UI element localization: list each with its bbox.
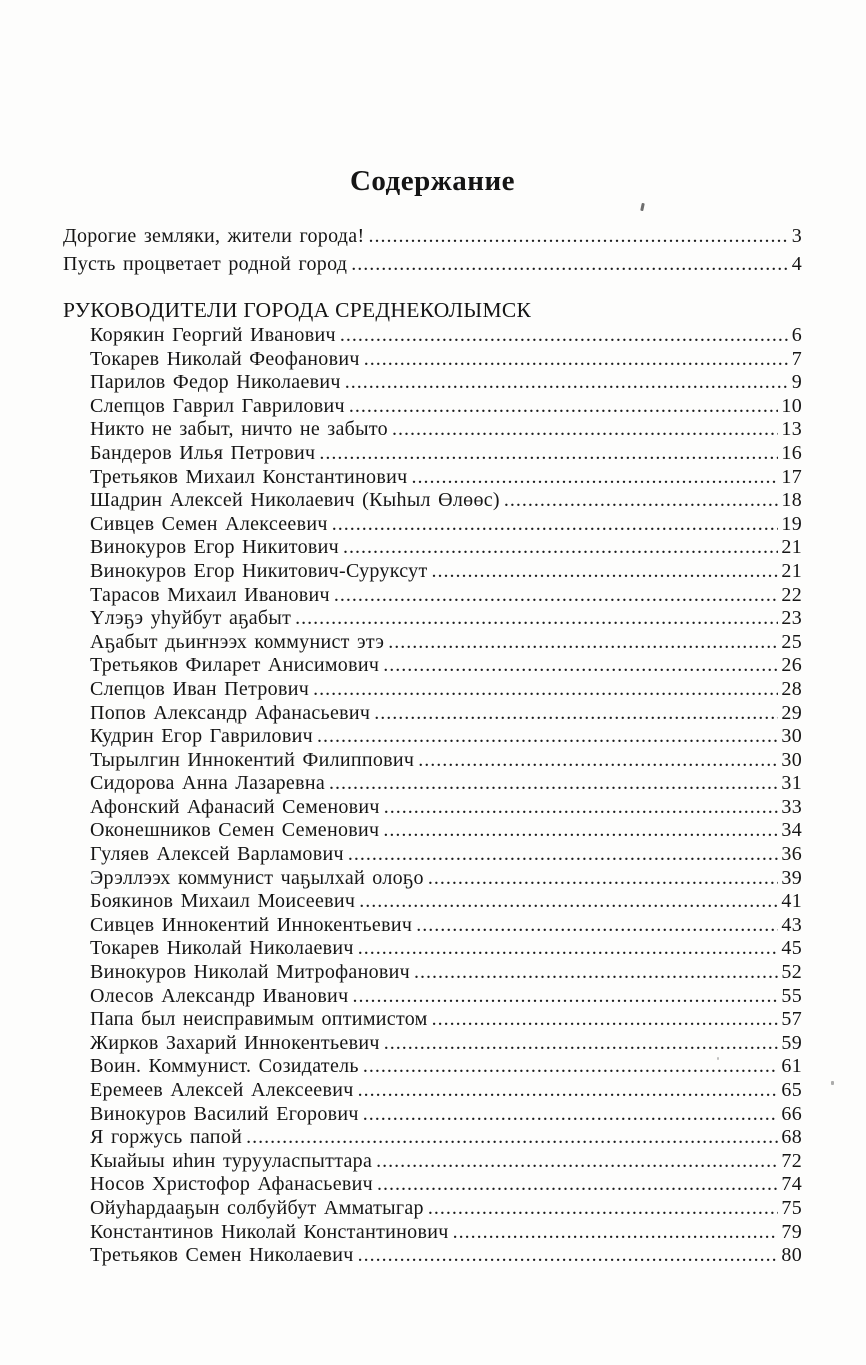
dot-leader	[313, 678, 778, 702]
dot-leader	[432, 560, 779, 584]
toc-entry-page-number: 10	[781, 394, 802, 417]
toc-entry-page-number: 23	[781, 607, 802, 630]
toc-entry	[63, 371, 802, 395]
toc-entry	[63, 631, 802, 655]
toc-entry-label: Токарев Николай Николаевич	[90, 937, 354, 960]
toc-entry-label: Воин. Коммунист. Созидатель	[90, 1055, 359, 1078]
toc-entry-page-number: 21	[781, 536, 802, 559]
toc-entry-page-number: 4	[791, 253, 802, 275]
toc-entry-label: Олесов Александр Иванович	[90, 984, 349, 1007]
toc-entry	[63, 1197, 802, 1221]
toc-entry-page-number: 75	[781, 1196, 802, 1219]
dot-leader	[358, 1079, 779, 1103]
toc-entry-label: Корякин Георгий Иванович	[90, 324, 336, 346]
toc-entry-page-number: 30	[781, 748, 802, 771]
toc-entry-label: Кудрин Егор Гаврилович	[90, 725, 313, 748]
toc-entry	[63, 1173, 802, 1197]
toc-entry-page-number: 61	[781, 1055, 802, 1078]
toc-entry-label: Шадрин Алексей Николаевич (Кыһыл Өлөөс)	[90, 489, 500, 512]
toc-entry-page-number: 80	[781, 1244, 802, 1267]
toc-entry	[63, 1126, 802, 1150]
dot-leader	[376, 1150, 778, 1174]
scan-speck	[831, 1081, 834, 1085]
toc-entry	[63, 654, 802, 678]
toc-entry-label: Жирков Захарий Иннокентьевич	[90, 1031, 380, 1054]
dot-leader	[358, 1244, 779, 1268]
dot-leader	[340, 324, 789, 348]
toc-entry	[63, 466, 802, 490]
toc-entry-page-number: 36	[781, 843, 802, 866]
toc-entry	[63, 702, 802, 726]
toc-entry	[63, 348, 802, 372]
dot-leader	[428, 1197, 779, 1221]
section-heading: РУКОВОДИТЕЛИ ГОРОДА СРЕДНЕКОЛЫМСК	[63, 298, 532, 322]
toc-entry	[63, 1055, 802, 1079]
toc-entry	[63, 607, 802, 631]
dot-leader	[374, 702, 778, 726]
toc-entry	[63, 772, 802, 796]
toc-entry	[63, 250, 802, 278]
toc-entry-page-number: 41	[781, 890, 802, 913]
toc-entry-page-number: 52	[781, 961, 802, 984]
toc-entry-label: Я горжусь папой	[90, 1126, 243, 1149]
toc-content	[63, 0, 802, 1268]
dot-leader	[411, 466, 778, 490]
dot-leader	[364, 348, 789, 372]
toc-entry-page-number: 19	[781, 512, 802, 535]
toc-entry-page-number: 22	[781, 583, 802, 606]
toc-entry-label: Дорогие земляки, жители города!	[63, 225, 365, 247]
dot-leader	[363, 1103, 779, 1127]
toc-entry	[63, 843, 802, 867]
toc-entry-page-number: 16	[781, 441, 802, 464]
dot-leader	[504, 489, 778, 513]
toc-entry-label: Слепцов Иван Петрович	[90, 677, 310, 700]
toc-entry-page-number: 31	[781, 772, 802, 795]
toc-entry-page-number: 39	[781, 866, 802, 889]
toc-entry-label: Эрэллээх коммунист чаҕылхай олоҕо	[90, 866, 424, 889]
toc-entry-label: Носов Христофор Афанасьевич	[90, 1173, 373, 1196]
toc-entry	[63, 725, 802, 749]
toc-entry	[63, 749, 802, 773]
dot-leader	[334, 584, 779, 608]
toc-entry-page-number: 26	[781, 654, 802, 677]
toc-entry	[63, 1150, 802, 1174]
toc-entry-page-number: 79	[781, 1220, 802, 1243]
dot-leader	[368, 222, 788, 250]
toc-entry-label: Винокуров Василий Егорович	[90, 1102, 359, 1125]
toc-entry-label: Ойуһардааҕын солбуйбут Амматыгар	[90, 1196, 424, 1219]
dot-leader	[351, 250, 788, 278]
toc-entry-page-number: 25	[781, 630, 802, 653]
toc-entry-page-number: 3	[791, 225, 802, 247]
toc-entry-page-number: 55	[781, 984, 802, 1007]
toc-entry	[63, 1032, 802, 1056]
toc-entry-page-number: 43	[781, 913, 802, 936]
dot-leader	[345, 371, 789, 395]
toc-entry	[63, 890, 802, 914]
dot-leader	[319, 442, 778, 466]
toc-entry-label: Токарев Николай Феофанович	[90, 347, 360, 370]
toc-entry-label: Кыайыы иһин турууласпыттара	[90, 1149, 373, 1172]
toc-entry	[63, 584, 802, 608]
toc-entry-label: Винокуров Егор Никитович	[90, 536, 339, 559]
toc-entry	[63, 678, 802, 702]
dot-leader	[349, 395, 779, 419]
toc-entry-label: Парилов Федор Николаевич	[90, 371, 341, 394]
toc-entry-page-number: 30	[781, 725, 802, 748]
toc-entry	[63, 489, 802, 513]
toc-entry-label: Сидорова Анна Лазаревна	[90, 772, 326, 795]
toc-entry	[63, 513, 802, 537]
toc-entry	[63, 1008, 802, 1032]
page-title: Содержание	[349, 165, 516, 197]
toc-entry	[63, 1079, 802, 1103]
dot-leader	[416, 914, 778, 938]
dot-leader	[383, 819, 778, 843]
toc-entry	[63, 442, 802, 466]
toc-entry-page-number: 21	[781, 559, 802, 582]
toc-entry	[63, 560, 802, 584]
toc-entry-page-number: 28	[781, 677, 802, 700]
toc-entry-page-number: 65	[781, 1079, 802, 1101]
dot-leader	[352, 985, 778, 1009]
toc-entry	[63, 1103, 802, 1127]
toc-entry-label: Третьяков Семен Николаевич	[90, 1244, 354, 1267]
toc-entry-page-number: 34	[781, 819, 802, 842]
toc-entry-label: Папа был неисправимым оптимистом	[90, 1008, 428, 1031]
toc-entry-label: Третьяков Михаил Константинович	[90, 465, 408, 488]
toc-entry-label: Сивцев Семен Алексеевич	[90, 512, 328, 535]
dot-leader	[377, 1173, 778, 1197]
dot-leader	[332, 513, 779, 537]
dot-leader	[363, 1055, 779, 1079]
dot-leader	[317, 725, 778, 749]
toc-entry-label: Сивцев Иннокентий Иннокентьевич	[90, 913, 413, 936]
dot-leader	[329, 772, 778, 796]
toc-entry	[63, 418, 802, 442]
toc-entry-label: Бандеров Илья Петрович	[90, 441, 316, 464]
toc-entry-label: Винокуров Николай Митрофанович	[90, 961, 410, 984]
toc-entry	[63, 985, 802, 1009]
toc-entry	[63, 536, 802, 560]
toc-entry-page-number: 45	[781, 937, 802, 960]
toc-entry-list	[63, 324, 802, 1268]
toc-entry	[63, 914, 802, 938]
toc-entry-label: Никто не забыт, ничто не забыто	[90, 418, 388, 441]
dot-leader	[384, 1032, 779, 1056]
toc-entry-label: Попов Александр Афанасьевич	[90, 701, 371, 724]
toc-entry	[63, 867, 802, 891]
toc-entry	[63, 1221, 802, 1245]
toc-entry-label: Аҕабыт дьиҥнээх коммунист этэ	[90, 630, 385, 653]
toc-entry-page-number: 29	[781, 701, 802, 724]
toc-entry-label: Пусть процветает родной город	[63, 253, 348, 275]
toc-entry-label: Слепцов Гаврил Гаврилович	[90, 394, 345, 417]
toc-entry-page-number: 72	[781, 1149, 802, 1172]
dot-leader	[392, 418, 778, 442]
dot-leader	[358, 937, 779, 961]
toc-entry-page-number: 68	[781, 1126, 802, 1149]
toc-entry	[63, 1244, 802, 1268]
toc-entry-page-number: 66	[781, 1102, 802, 1125]
dot-leader	[453, 1221, 779, 1245]
dot-leader	[428, 867, 779, 891]
dot-leader	[414, 961, 778, 985]
toc-entry-label: Еремеев Алексей Алексеевич	[90, 1079, 354, 1101]
dot-leader	[359, 890, 778, 914]
toc-entry-page-number: 74	[781, 1173, 802, 1196]
toc-entry-label: Үлэҕэ уһуйбут аҕабыт	[90, 607, 292, 630]
dot-leader	[383, 654, 778, 678]
toc-entry	[63, 961, 802, 985]
toc-entry-page-number: 18	[781, 489, 802, 512]
dot-leader	[343, 536, 778, 560]
toc-entry-label: Третьяков Филарет Анисимович	[90, 654, 380, 677]
toc-entry-page-number: 57	[781, 1008, 802, 1031]
toc-entry-label: Константинов Николай Константинович	[90, 1220, 449, 1243]
toc-entry	[63, 395, 802, 419]
dot-leader	[432, 1008, 779, 1032]
toc-entry-page-number: 33	[781, 795, 802, 818]
toc-entry-label: Боякинов Михаил Моисеевич	[90, 890, 356, 913]
toc-intro-list	[63, 222, 802, 278]
toc-entry-page-number: 13	[781, 418, 802, 441]
toc-entry	[63, 324, 802, 348]
toc-entry-page-number: 17	[781, 465, 802, 488]
toc-entry-page-number: 6	[791, 324, 802, 346]
dot-leader	[418, 749, 778, 773]
dot-leader	[246, 1126, 778, 1150]
toc-entry	[63, 796, 802, 820]
toc-entry-label: Оконешников Семен Семенович	[90, 819, 380, 842]
dot-leader	[348, 843, 779, 867]
toc-entry-page-number: 9	[791, 371, 802, 394]
toc-entry	[63, 819, 802, 843]
toc-entry-label: Гуляев Алексей Варламович	[90, 843, 344, 866]
toc-entry-label: Тырылгин Иннокентий Филиппович	[90, 748, 415, 771]
toc-entry	[63, 937, 802, 961]
dot-leader	[384, 796, 779, 820]
toc-entry-page-number: 7	[791, 347, 802, 370]
dot-leader	[388, 631, 778, 655]
toc-entry	[63, 222, 802, 250]
toc-entry-page-number: 59	[781, 1031, 802, 1054]
dot-leader	[295, 607, 778, 631]
toc-entry-label: Афонский Афанасий Семенович	[90, 795, 380, 818]
toc-entry-label: Тарасов Михаил Иванович	[90, 583, 330, 606]
toc-entry-label: Винокуров Егор Никитович-Суруксут	[90, 559, 428, 582]
